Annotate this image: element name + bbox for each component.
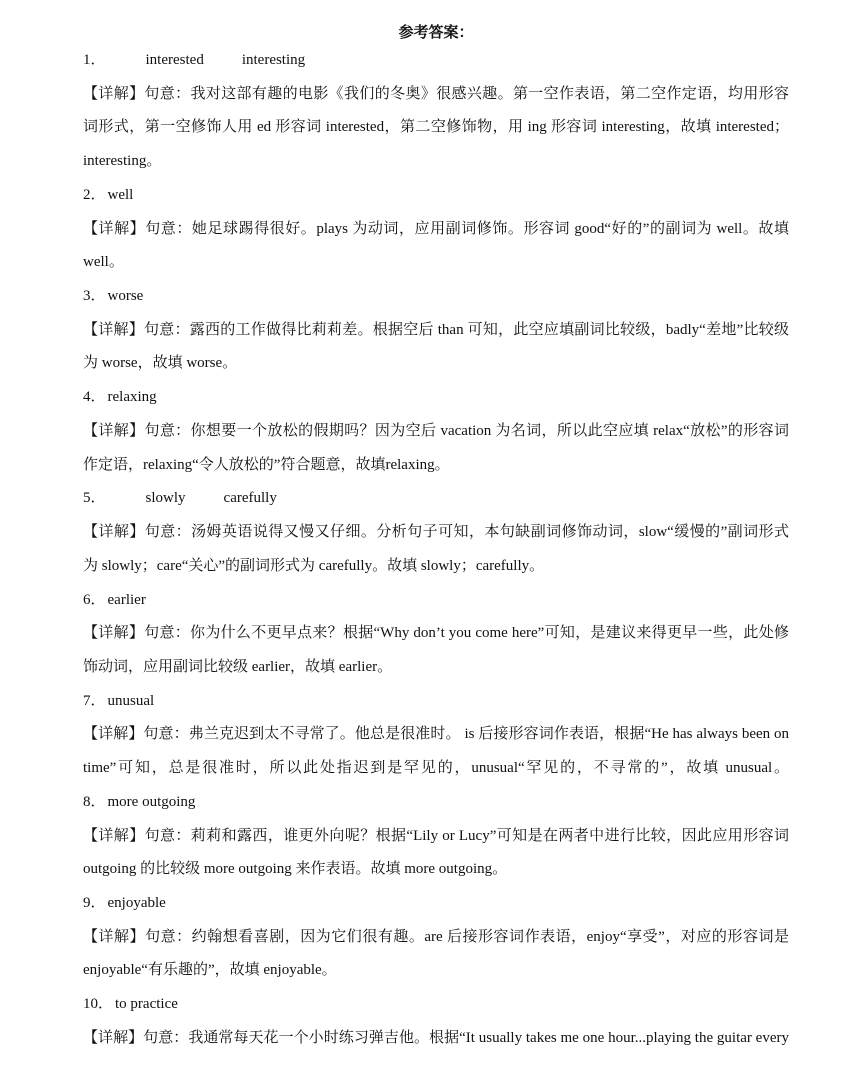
item-number: 9． <box>83 894 106 911</box>
explanation-line <box>83 111 789 145</box>
answer-text: interesting <box>241 52 306 68</box>
answer-text: relaxing <box>107 389 157 406</box>
answer-line <box>83 584 789 618</box>
explanation-line <box>83 921 789 955</box>
answer-text: interested <box>145 52 204 68</box>
explanation-line <box>83 213 789 247</box>
item-number: 3． <box>83 288 106 305</box>
answer-list <box>83 44 789 1056</box>
explanation-line <box>83 550 789 584</box>
item-number: 8． <box>83 793 106 810</box>
document-page <box>83 22 789 1056</box>
answer-group <box>106 389 157 405</box>
answer-item <box>83 887 789 988</box>
answer-item <box>83 179 789 280</box>
explanation-text: 【详解】句意：我通常每天花一个小时练习弹吉他。根据“It usually takes me one hour...playing the guitar every <box>83 1029 789 1046</box>
page-title: 参考答案： <box>398 25 474 41</box>
answer-line <box>83 685 789 719</box>
answer-item <box>83 482 789 583</box>
explanation-line <box>83 78 789 112</box>
explanation-text: 为 worse，故填 worse。 <box>83 355 238 372</box>
explanation-line <box>83 415 789 449</box>
item-number: 6． <box>83 591 106 608</box>
answer-line <box>83 786 789 820</box>
answer-text: well <box>107 186 134 203</box>
answer-text: earlier <box>107 591 146 608</box>
answer-group <box>106 288 144 304</box>
answer-text: more outgoing <box>107 793 196 810</box>
explanation-line <box>83 718 789 752</box>
explanation-text: 【详解】句意：你想要一个放松的假期吗？因为空后 vacation 为名词，所以此空应填 relax“放松”的形容词 <box>83 422 789 439</box>
answer-item <box>83 381 789 482</box>
explanation-line <box>83 347 789 381</box>
answer-line <box>83 280 789 314</box>
explanation-line <box>83 516 789 550</box>
explanation-text: 【详解】句意：露西的工作做得比莉莉差。根据空后 than 可知，此空应填副词比较级，badly“差地”比较级 <box>83 321 789 338</box>
explanation-text: outgoing 的比较级 more outgoing 来作表语。故填 more outgoing。 <box>83 861 508 878</box>
explanation-text: 词形式，第一空修饰人用 ed 形容词 interested，第二空修饰物，用 ing 形容词 interesting，故填 interested； <box>83 119 789 136</box>
explanation-line <box>83 314 789 348</box>
item-number: 7． <box>83 692 106 709</box>
explanation-text: interesting。 <box>83 153 162 170</box>
answer-line <box>83 887 789 921</box>
answer-item <box>83 786 789 887</box>
answer-group <box>106 693 155 709</box>
answer-text: slowly <box>145 490 186 507</box>
answer-group <box>106 490 277 506</box>
explanation-text: well。 <box>83 254 124 271</box>
answer-text: worse <box>107 288 144 305</box>
answer-line <box>83 482 789 516</box>
answer-item <box>83 988 789 1055</box>
item-number: 10． <box>83 996 114 1013</box>
explanation-line <box>83 752 789 786</box>
item-number: 5． <box>83 490 106 507</box>
answer-group <box>113 996 178 1012</box>
answer-item <box>83 44 789 179</box>
answer-item <box>83 685 789 786</box>
explanation-text: enjoyable“有乐趣的”，故填 enjoyable。 <box>83 962 337 979</box>
explanation-line <box>83 449 789 483</box>
answer-line <box>83 381 789 415</box>
explanation-text: 【详解】句意：莉莉和露西，谁更外向呢？根据“Lily or Lucy”可知是在两者中进行比较，因此应用形容词 <box>83 827 789 844</box>
explanation-text: 为 slowly；care“关心”的副词形式为 carefully。故填 slowly；carefully。 <box>83 557 545 574</box>
answer-group <box>106 794 196 810</box>
explanation-text: 【详解】句意：她足球踢得很好。plays 为动词，应用副词修饰。形容词 good“好的”的副词为 well。故填 <box>83 220 789 237</box>
answer-text: enjoyable <box>107 894 166 911</box>
explanation-text: 【详解】句意：弗兰克迟到太不寻常了。他总是很准时。 is 后接形容词作表语，根据“He has always been on <box>83 726 789 743</box>
explanation-text: 【详解】句意：汤姆英语说得又慢又仔细。分析句子可知，本句缺副词修饰动词，slow“缓慢的”副词形式 <box>83 524 789 541</box>
explanation-text: 【详解】句意：约翰想看喜剧，因为它们很有趣。are 后接形容词作表语，enjoy“享受”，对应的形容词是 <box>83 928 789 945</box>
answer-item <box>83 280 789 381</box>
explanation-text: 饰动词，应用副词比较级 earlier，故填 earlier。 <box>83 658 393 675</box>
answer-line <box>83 44 789 78</box>
answer-line <box>83 179 789 213</box>
answer-text: carefully <box>223 490 277 507</box>
item-number: 2． <box>83 186 106 203</box>
explanation-line <box>83 820 789 854</box>
explanation-text: time”可知，总是很准时，所以此处指迟到是罕见的，unusual“罕见的，不寻常的”，故填 unusual。 <box>83 760 789 777</box>
explanation-text: 【详解】句意：你为什么不更早点来？根据“Why don’t you come here”可知，是建议来得更早一些，此处修 <box>83 625 789 642</box>
explanation-line <box>83 651 789 685</box>
explanation-text: 【详解】句意：我对这部有趣的电影《我们的冬奥》很感兴趣。第一空作表语，第二空作定语，均用形容 <box>83 85 789 102</box>
answer-text: to practice <box>115 996 178 1013</box>
answer-group <box>106 187 134 203</box>
explanation-line <box>83 853 789 887</box>
answer-group <box>106 895 166 911</box>
explanation-line <box>83 617 789 651</box>
explanation-line <box>83 246 789 280</box>
answer-text: unusual <box>107 692 155 709</box>
answer-group <box>106 52 306 68</box>
explanation-line <box>83 1022 789 1056</box>
explanation-text: 作定语，relaxing“令人放松的”符合题意，故填relaxing。 <box>83 456 450 473</box>
explanation-line <box>83 954 789 988</box>
explanation-line <box>83 145 789 179</box>
answer-line <box>83 988 789 1022</box>
item-number: 4． <box>83 389 106 406</box>
answer-group <box>106 592 146 608</box>
item-number: 1． <box>83 52 106 68</box>
answer-item <box>83 584 789 685</box>
